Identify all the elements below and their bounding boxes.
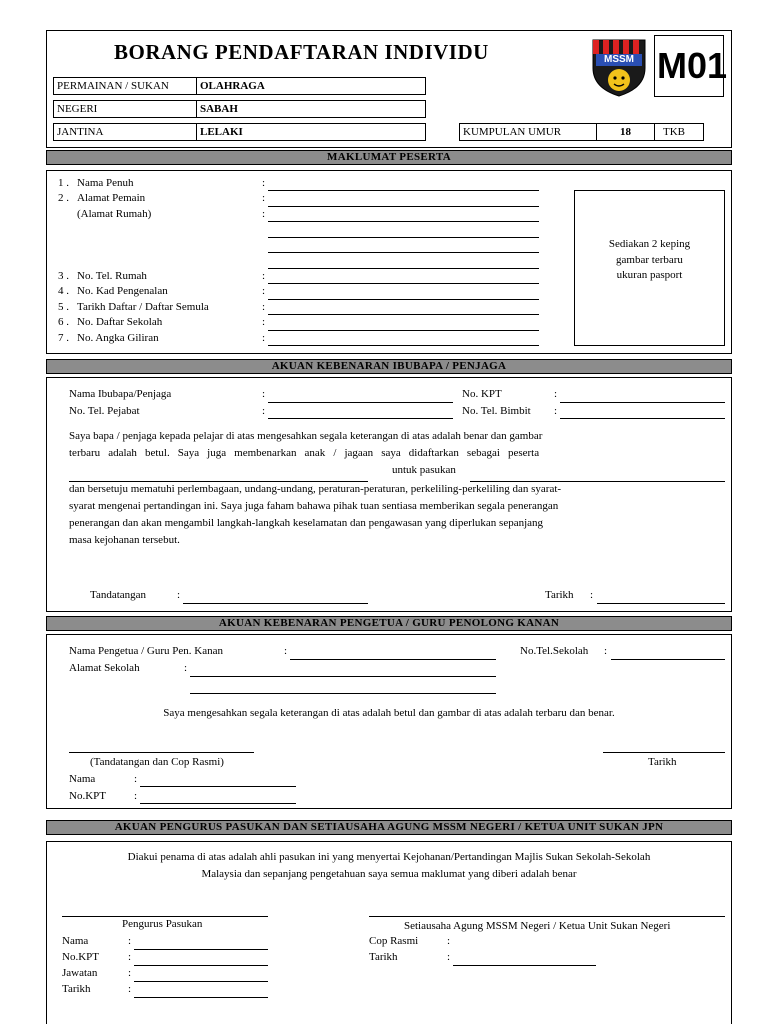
register-date-input[interactable] bbox=[268, 314, 539, 315]
manager-statement-1: Diakui penama di atas adalah ahli pasukan ini yang menyertai Kejohanan/Pertandingan Majlis Sukan Sekolah-Sekolah bbox=[127, 851, 651, 863]
field-label-ic: No. Kad Pengenalan bbox=[77, 285, 168, 297]
mssm-logo bbox=[590, 38, 648, 98]
form-code: M01 bbox=[657, 45, 728, 86]
colon: : bbox=[128, 967, 132, 979]
sport-value[interactable]: OLAHRAGA bbox=[196, 77, 426, 95]
colon: : bbox=[262, 192, 266, 204]
field-label-address: Alamat Pemain bbox=[77, 192, 146, 204]
gender-label: JANTINA bbox=[53, 123, 197, 141]
principal-kpt-input[interactable] bbox=[140, 803, 296, 804]
school-tel-label: No.Tel.Sekolah bbox=[520, 645, 589, 657]
parent-date-input[interactable] bbox=[597, 603, 725, 604]
logo-text: MSSM bbox=[604, 54, 634, 65]
principal-date-label: Tarikh bbox=[648, 756, 677, 768]
colon: : bbox=[554, 388, 558, 400]
age-group-unit: TKB bbox=[654, 123, 704, 141]
colon: : bbox=[262, 301, 266, 313]
parent-date-label: Tarikh bbox=[545, 589, 574, 601]
manager-name-label: Nama bbox=[62, 935, 89, 947]
address-input-1[interactable] bbox=[268, 206, 539, 207]
address-input-3[interactable] bbox=[268, 237, 539, 238]
consent-line-6: penerangan dan akan mengambil langkah-langkah keselamatan dan pengawasan yang diperlukan sepanjang bbox=[69, 517, 544, 529]
colon: : bbox=[262, 208, 266, 220]
colon: : bbox=[134, 773, 138, 785]
principal-signature-input[interactable] bbox=[69, 752, 254, 753]
colon: : bbox=[447, 935, 451, 947]
sport-label: PERMAINAN / SUKAN bbox=[53, 77, 197, 95]
field-label-school-reg: No. Daftar Sekolah bbox=[77, 316, 163, 328]
parent-kpt-label: No. KPT bbox=[462, 388, 502, 400]
principal-name2-input[interactable] bbox=[140, 786, 296, 787]
parent-name-input[interactable] bbox=[268, 402, 453, 403]
parent-signature-input[interactable] bbox=[183, 603, 368, 604]
principal-signature-label: (Tandatangan dan Cop Rasmi) bbox=[90, 756, 224, 768]
colon: : bbox=[590, 589, 594, 601]
team-manager-signature-input[interactable] bbox=[62, 916, 268, 917]
consent-line-3: untuk pasukan bbox=[392, 464, 456, 476]
photo-note-2: gambar terbaru bbox=[616, 254, 683, 266]
age-group-value[interactable]: 18 bbox=[596, 123, 655, 141]
principal-name-label: Nama Pengetua / Guru Pen. Kanan bbox=[69, 645, 223, 657]
field-num-1: 1 . bbox=[58, 177, 69, 189]
colon: : bbox=[262, 285, 266, 297]
field-num-5: 5 . bbox=[58, 301, 69, 313]
colon: : bbox=[604, 645, 608, 657]
field-label-home-tel: No. Tel. Rumah bbox=[77, 270, 147, 282]
field-label-home-address: (Alamat Rumah) bbox=[77, 208, 152, 220]
address-input-5[interactable] bbox=[268, 268, 539, 269]
team-manager-label: Pengurus Pasukan bbox=[122, 918, 203, 930]
photo-note-1: Sediakan 2 keping bbox=[608, 238, 691, 250]
colon: : bbox=[262, 270, 266, 282]
consent-line-5: syarat mengenai pertandingan ini. Saya juga faham bahawa pihak tuan sentiasa memberikan segala penerangan bbox=[69, 500, 559, 512]
stamp-label: Cop Rasmi bbox=[369, 935, 419, 947]
colon: : bbox=[554, 405, 558, 417]
manager-position-label: Jawatan bbox=[62, 967, 98, 979]
manager-kpt-input[interactable] bbox=[134, 965, 268, 966]
home-tel-input[interactable] bbox=[268, 283, 539, 284]
office-tel-label: No. Tel. Pejabat bbox=[69, 405, 140, 417]
colon: : bbox=[262, 177, 266, 189]
school-reg-input[interactable] bbox=[268, 330, 539, 331]
participant-section-heading: MAKLUMAT PESERTA bbox=[46, 150, 732, 165]
secretary-signature-input[interactable] bbox=[369, 916, 725, 917]
school-address-input-1[interactable] bbox=[190, 676, 496, 677]
principal-kpt-label: No.KPT bbox=[69, 790, 106, 802]
colon: : bbox=[128, 951, 132, 963]
manager-kpt-label: No.KPT bbox=[62, 951, 99, 963]
field-label-full-name: Nama Penuh bbox=[77, 177, 134, 189]
principal-section-heading: AKUAN KEBENARAN PENGETUA / GURU PENOLONG KANAN bbox=[46, 616, 732, 631]
colon: : bbox=[284, 645, 288, 657]
parent-kpt-input[interactable] bbox=[560, 402, 725, 403]
colon: : bbox=[184, 662, 188, 674]
address-input-4[interactable] bbox=[268, 252, 539, 253]
mobile-input[interactable] bbox=[560, 418, 725, 419]
field-num-2: 2 . bbox=[58, 192, 69, 204]
full-name-input[interactable] bbox=[268, 190, 539, 191]
school-address-input-2[interactable] bbox=[190, 693, 496, 694]
manager-date-label: Tarikh bbox=[62, 983, 91, 995]
address-input-2[interactable] bbox=[268, 221, 539, 222]
photo-note-3: ukuran pasport bbox=[616, 269, 683, 281]
state-label: NEGERI bbox=[53, 100, 197, 118]
team-name-input[interactable] bbox=[470, 481, 725, 482]
consent-line-7: masa kejohanan tersebut. bbox=[69, 534, 180, 546]
field-label-register-date: Tarikh Daftar / Daftar Semula bbox=[77, 301, 209, 313]
consent-line-2: terbaru adalah betul. Saya juga membenarkan anak / jagaan saya didaftarkan sebagai peserta bbox=[69, 447, 540, 459]
ic-input[interactable] bbox=[268, 299, 539, 300]
secretary-date-label: Tarikh bbox=[369, 951, 398, 963]
colon: : bbox=[447, 951, 451, 963]
principal-name2-label: Nama bbox=[69, 773, 96, 785]
consent-line-4: dan bersetuju mematuhi perlembagaan, undang-undang, peraturan-peraturan, perkeliling-perkeliling dan syarat- bbox=[69, 483, 562, 495]
field-num-3: 3 . bbox=[58, 270, 69, 282]
gender-value[interactable]: LELAKI bbox=[196, 123, 426, 141]
colon: : bbox=[262, 388, 266, 400]
state-value[interactable]: SABAH bbox=[196, 100, 426, 118]
office-tel-input[interactable] bbox=[268, 418, 453, 419]
parent-signature-label: Tandatangan bbox=[90, 589, 147, 601]
principal-name-input[interactable] bbox=[290, 659, 496, 660]
principal-date-input[interactable] bbox=[603, 752, 725, 753]
photo-box[interactable] bbox=[574, 190, 725, 346]
colon: : bbox=[262, 316, 266, 328]
colon: : bbox=[128, 983, 132, 995]
manager-date-input[interactable] bbox=[134, 997, 268, 998]
colon: : bbox=[177, 589, 181, 601]
colon: : bbox=[134, 790, 138, 802]
manager-name-input[interactable] bbox=[134, 949, 268, 950]
age-group-label: KUMPULAN UMUR bbox=[459, 123, 597, 141]
secretary-label: Setiausaha Agung MSSM Negeri / Ketua Unit Sukan Negeri bbox=[404, 920, 671, 932]
parent-name-label: Nama Ibubapa/Penjaga bbox=[69, 388, 172, 400]
colon: : bbox=[128, 935, 132, 947]
colon: : bbox=[262, 405, 266, 417]
school-address-label: Alamat Sekolah bbox=[69, 662, 140, 674]
page-title: BORANG PENDAFTARAN INDIVIDU bbox=[114, 40, 489, 64]
manager-statement-2: Malaysia dan sepanjang pengetahuan saya semua maklumat yang diberi adalah benar bbox=[201, 868, 577, 880]
turn-number-input[interactable] bbox=[268, 345, 539, 346]
colon: : bbox=[262, 332, 266, 344]
athlete-name-input[interactable] bbox=[69, 481, 368, 482]
principal-section bbox=[46, 634, 732, 809]
manager-section-heading: AKUAN PENGURUS PASUKAN DAN SETIAUSAHA AGUNG MSSM NEGERI / KETUA UNIT SUKAN JPN bbox=[46, 820, 732, 835]
consent-line-1: Saya bapa / penjaga kepada pelajar di atas mengesahkan segala keterangan di atas adalah benar dan gambar bbox=[69, 430, 543, 442]
secretary-date-input[interactable] bbox=[453, 965, 596, 966]
school-tel-input[interactable] bbox=[611, 659, 725, 660]
manager-position-input[interactable] bbox=[134, 981, 268, 982]
field-num-6: 6 . bbox=[58, 316, 69, 328]
parent-section-heading: AKUAN KEBENARAN IBUBAPA / PENJAGA bbox=[46, 359, 732, 374]
principal-statement: Saya mengesahkan segala keterangan di atas adalah betul dan gambar di atas adalah terbaru dan benar. bbox=[163, 707, 615, 719]
field-num-7: 7 . bbox=[58, 332, 69, 344]
field-label-turn-number: No. Angka Giliran bbox=[77, 332, 159, 344]
mobile-label: No. Tel. Bimbit bbox=[462, 405, 531, 417]
field-num-4: 4 . bbox=[58, 285, 69, 297]
